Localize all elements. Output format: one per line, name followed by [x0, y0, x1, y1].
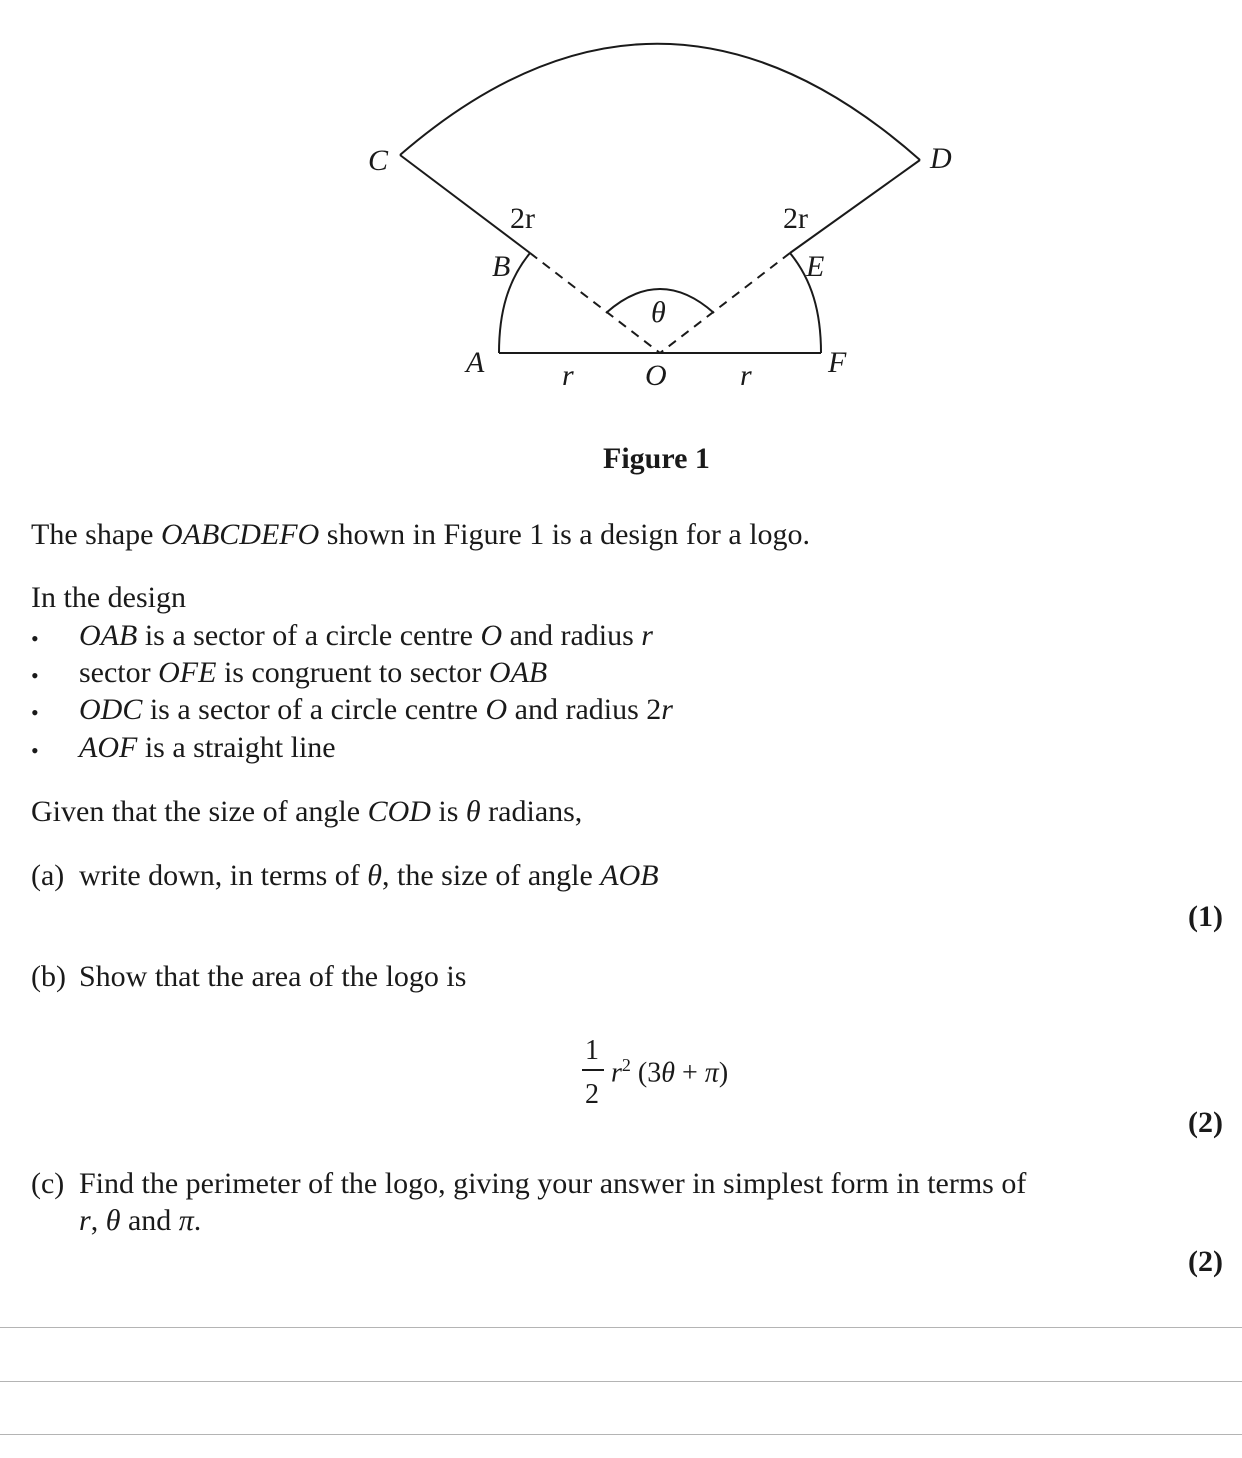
part-c-marks: (2) [1188, 1245, 1223, 1278]
bullet-dot: • [31, 738, 39, 763]
part-a-text: write down, in terms of θ, the size of angle AOB [79, 859, 659, 892]
label-d: D [930, 142, 952, 175]
part-a-label: (a) [31, 859, 65, 892]
segment-bo-dashed [530, 253, 660, 353]
bullet-item-4: AOF is a straight line [79, 731, 336, 764]
label-o: O [645, 359, 667, 392]
part-b-text: Show that the area of the logo is [79, 960, 467, 993]
bullet-item-2: sector OFE is congruent to sector OAB [79, 656, 548, 689]
label-r-left: r [562, 359, 574, 392]
formula-fraction-bar [582, 1069, 604, 1071]
label-e: E [806, 250, 825, 283]
bullet-dot: • [31, 663, 39, 688]
part-a-marks: (1) [1188, 900, 1223, 933]
bullet-dot: • [31, 626, 39, 651]
label-2r-left-text: 2r [510, 202, 535, 235]
label-r-right: r [740, 359, 752, 392]
label-theta: θ [651, 296, 666, 329]
label-2r-right [783, 202, 808, 235]
label-a: A [466, 346, 485, 379]
formula-denominator: 2 [585, 1079, 599, 1110]
logo-figure [0, 0, 1242, 480]
label-2r-left [510, 202, 535, 235]
arc-cd [400, 44, 920, 160]
label-f: F [828, 346, 847, 379]
answer-line[interactable] [0, 1327, 1242, 1328]
figure-caption: Figure 1 [603, 442, 710, 475]
design-heading: In the design [31, 581, 186, 614]
segment-de [790, 160, 920, 253]
label-b: B [492, 250, 511, 283]
shape-name: OABCDEFO [160, 518, 320, 551]
part-b-label: (b) [31, 960, 66, 993]
bullet-dot: • [31, 700, 39, 725]
answer-line[interactable] [0, 1434, 1242, 1435]
formula-body: $r^2$ (3θ + π) [611, 1055, 729, 1089]
segment-eo-dashed [660, 253, 790, 353]
intro-text: The shape OABCDEFO shown in Figure 1 is a design for a logo. [31, 518, 811, 551]
formula-numerator: 1 [585, 1035, 599, 1066]
part-b-marks: (2) [1188, 1106, 1223, 1139]
label-2r-right-text: 2r [783, 202, 808, 235]
part-c-line1: Find the perimeter of the logo, giving your answer in simplest form in terms of [79, 1167, 1027, 1200]
answer-line[interactable] [0, 1381, 1242, 1382]
bullet-item-1: OAB is a sector of a circle centre O and radius r [79, 619, 653, 652]
bullet-item-3: ODC is a sector of a circle centre O and radius 2r [79, 693, 673, 726]
label-c: C [368, 144, 389, 177]
part-c-line2: r, θ and π. [79, 1204, 202, 1237]
given-text: Given that the size of angle COD is θ radians, [31, 795, 583, 828]
part-c-label: (c) [31, 1167, 65, 1200]
